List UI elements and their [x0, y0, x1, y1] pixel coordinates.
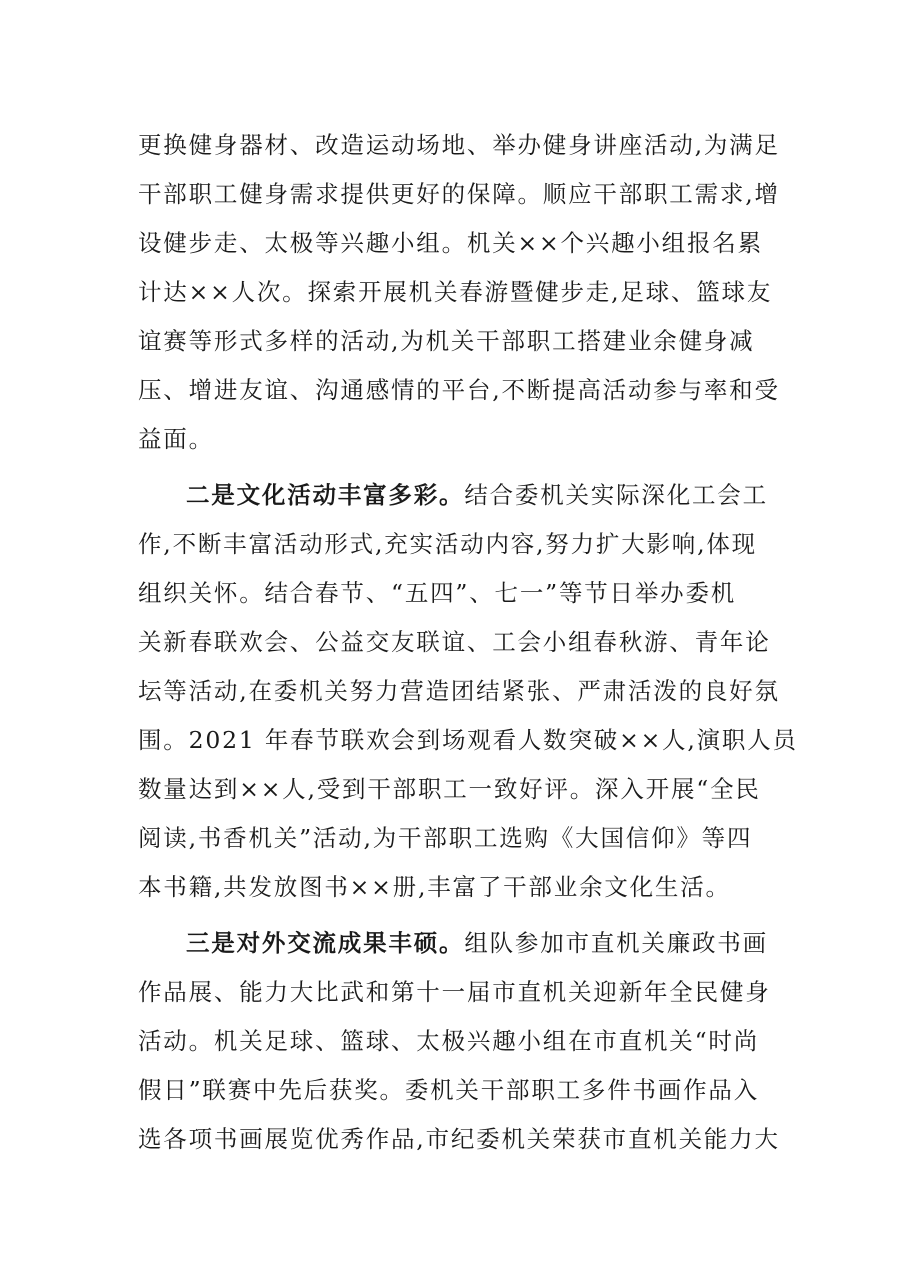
document-body [138, 121, 798, 1164]
text-line: 关新春联欢会、公益交友联谊、工会小组春秋游、青年论 [138, 628, 771, 656]
text-line: 压、增进友谊、沟通感情的平台,不断提高活动参与率和受 [138, 376, 780, 404]
paragraph-culture [138, 471, 798, 912]
paragraph-lead-heading: 三是对外交流成果丰硕。 [186, 929, 465, 957]
paragraph-lead-heading: 二是文化活动丰富多彩。 [186, 481, 465, 509]
text-line: 选各项书画展览优秀作品,市纪委机关荣获市直机关能力大 [138, 1125, 780, 1153]
paragraph-fitness [138, 121, 778, 464]
text-line: 活动。机关足球、篮球、太极兴趣小组在市直机关“时尚 [138, 1027, 760, 1055]
text-line: 作,不断丰富活动形式,充实活动内容,努力扩大影响,体现 [138, 530, 757, 558]
text-line: 数量达到××人,受到干部职工一致好评。深入开展“全民 [138, 775, 761, 803]
text-line: 坛等活动,在委机关努力营造团结紧张、严肃活泼的良好氛 [138, 677, 780, 705]
text-line: 作品展、能力大比武和第十一届市直机关迎新年全民健身 [138, 978, 771, 1006]
text-span: 结合委机关实际深化工会工 [464, 481, 768, 509]
text-line: 设健步走、太极等兴趣小组。机关××个兴趣小组报名累 [138, 229, 763, 257]
text-line: 阅读,书香机关”活动,为干部职工选购《大国信仰》等四 [138, 824, 753, 852]
paragraph-exchange [138, 919, 778, 1164]
text-line: 围。2021 年春节联欢会到场观看人数突破××人,演职人员 [138, 726, 798, 754]
text-line: 组织关怀。结合春节、“五四”、七一”等节日举办委机 [138, 579, 737, 607]
text-line: 益面。 [138, 425, 214, 453]
text-line-first [138, 471, 778, 520]
text-line: 假日”联赛中先后获奖。委机关干部职工多件书画作品入 [138, 1076, 760, 1104]
text-line: 干部职工健身需求提供更好的保障。顺应干部职工需求,增 [138, 180, 780, 208]
text-line: 谊赛等形式多样的活动,为机关干部职工搭建业余健身减 [138, 327, 755, 355]
text-line: 本书籍,共发放图书××册,丰富了干部业余文化生活。 [138, 873, 731, 901]
text-span: 组队参加市直机关廉政书画 [464, 929, 768, 957]
text-line-first [138, 919, 778, 968]
text-line: 更换健身器材、改造运动场地、举办健身讲座活动,为满足 [138, 131, 780, 159]
text-line: 计达××人次。探索开展机关春游暨健步走,足球、篮球友 [138, 278, 773, 306]
